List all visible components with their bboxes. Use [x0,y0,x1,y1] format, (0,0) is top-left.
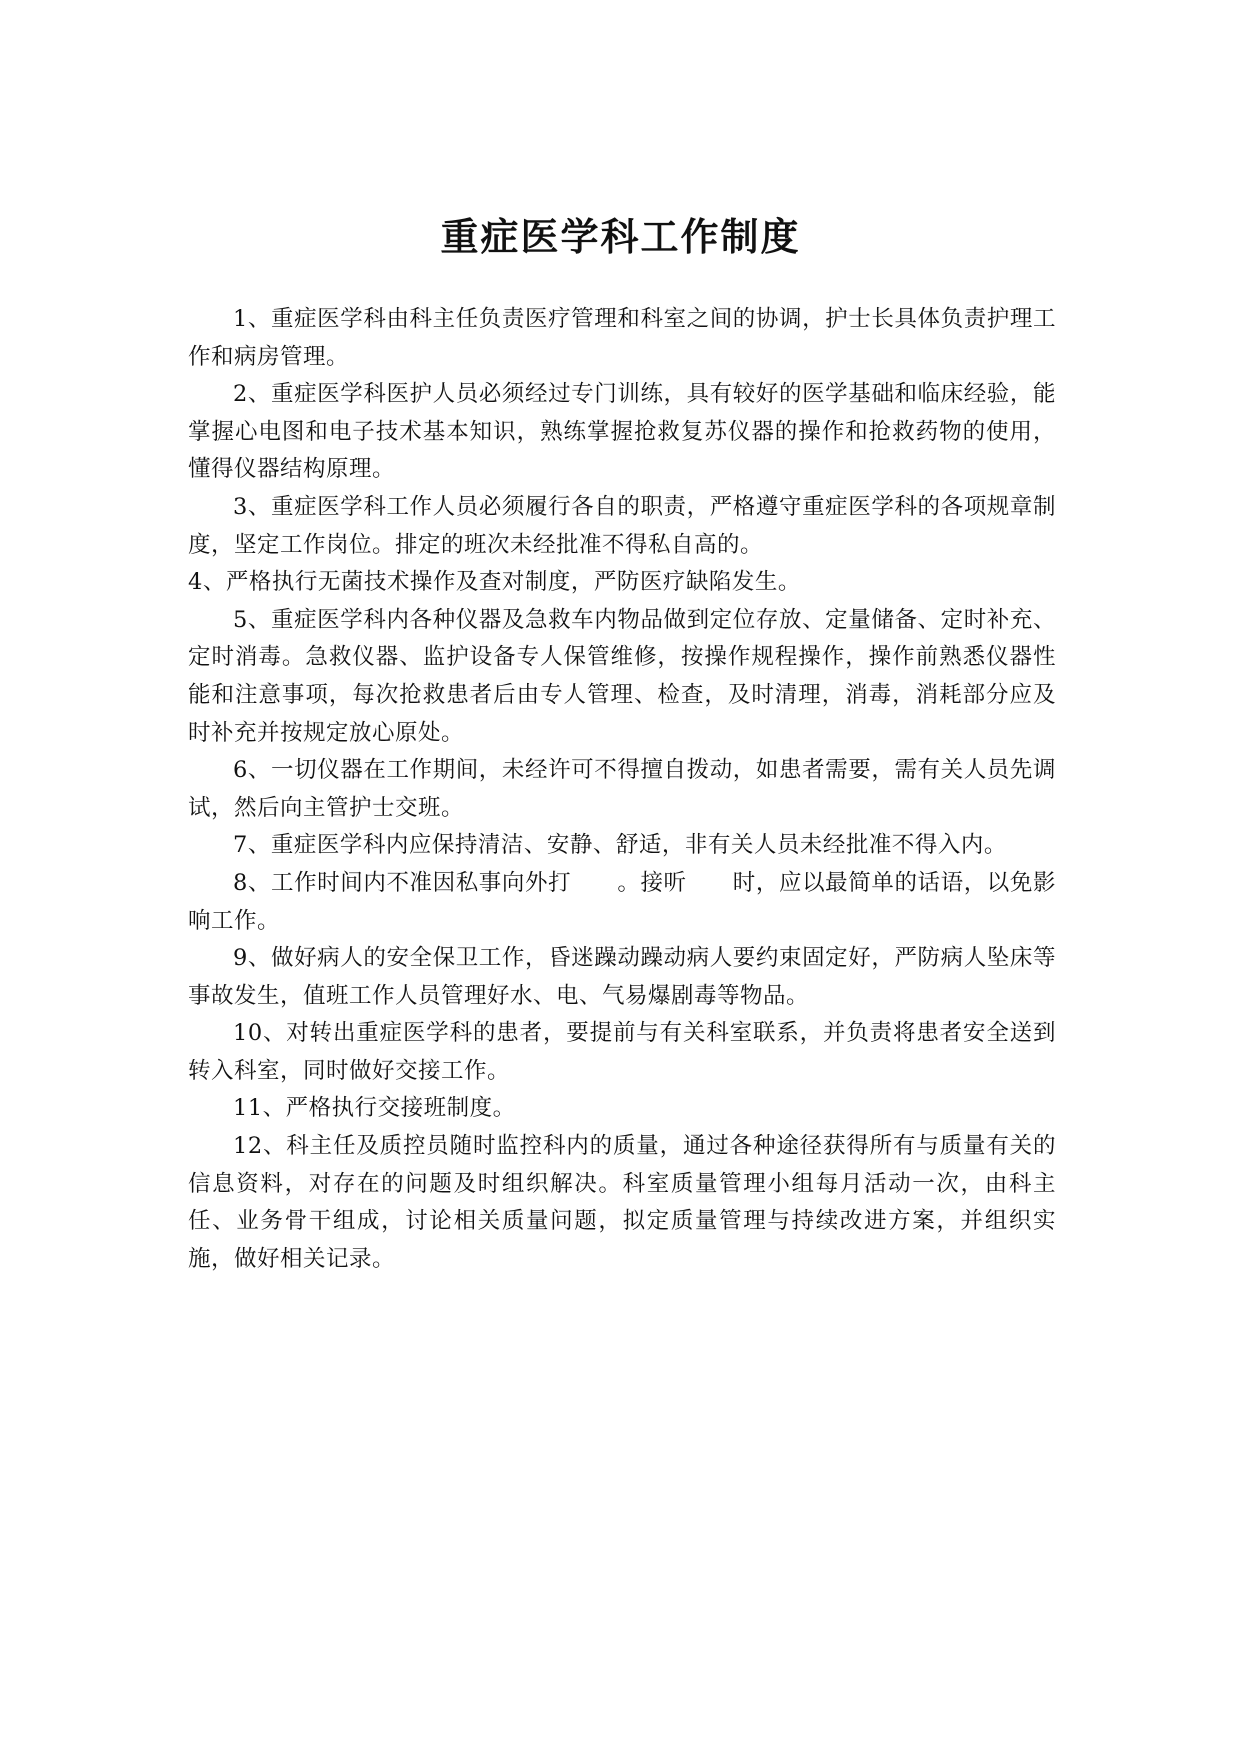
document-title: 重症医学科工作制度 [440,215,801,259]
rule-paragraph-4: 4、严格执行无菌技术操作及查对制度，严防医疗缺陷发生。 [188,569,801,596]
rule-paragraph-3: 3、重症医学科工作人员必须履行各自的职责，严格遵守重症医学科的各项规章制度，坚定工作岗位。排定的班次未经批准不得私自高的。 [188,493,1056,558]
rule-paragraph-5: 5、重症医学科内各种仪器及急救车内物品做到定位存放、定量储备、定时补充、定时消毒。急救仪器、监护设备专人保管维修，按操作规程操作，操作前熟悉仪器性能和注意事项，每次抢救患者后由专人管理、检查，及时清理，消毒，消耗部分应及时补充并按规定放心原处。 [188,606,1056,746]
rule-paragraph-7: 7、重症医学科内应保持清洁、安静、舒适，非有关人员未经批准不得入内。 [233,832,1007,859]
rule-paragraph-9: 9、做好病人的安全保卫工作，昏迷躁动躁动病人要约束固定好，严防病人坠床等事故发生，值班工作人员管理好水、电、气易爆剧毒等物品。 [188,945,1056,1009]
rule-paragraph-11: 11、严格执行交接班制度。 [233,1095,516,1122]
rule-paragraph-1: 1、重症医学科由科主任负责医疗管理和科室之间的协调，护士长具体负责护理工作和病房管理。 [188,306,1056,370]
rule-paragraph-6: 6、一切仪器在工作期间，未经许可不得擅自拨动，如患者需要，需有关人员先调试，然后向主管护士交班。 [188,757,1056,821]
rule-paragraph-2: 2、重症医学科医护人员必须经过专门训练，具有较好的医学基础和临床经验，能掌握心电图和电子技术基本知识，熟练掌握抢救复苏仪器的操作和抢救药物的使用，懂得仪器结构原理。 [188,381,1056,483]
rule-paragraph-8: 8、工作时间内不准因私事向外打 。接听 时，应以最简单的话语，以免影响工作。 [188,869,1056,934]
document-body [188,301,1056,1278]
rule-paragraph-12: 12、科主任及质控员随时监控科内的质量，通过各种途径获得所有与质量有关的信息资料，对存在的问题及时组织解决。科室质量管理小组每月活动一次，由科主任、业务骨干组成，讨论相关质量问题，拟定质量管理与持续改进方案，并组织实施，做好相关记录。 [188,1133,1056,1272]
rule-paragraph-10: 10、对转出重症医学科的患者，要提前与有关科室联系，并负责将患者安全送到转入科室，同时做好交接工作。 [188,1020,1056,1084]
